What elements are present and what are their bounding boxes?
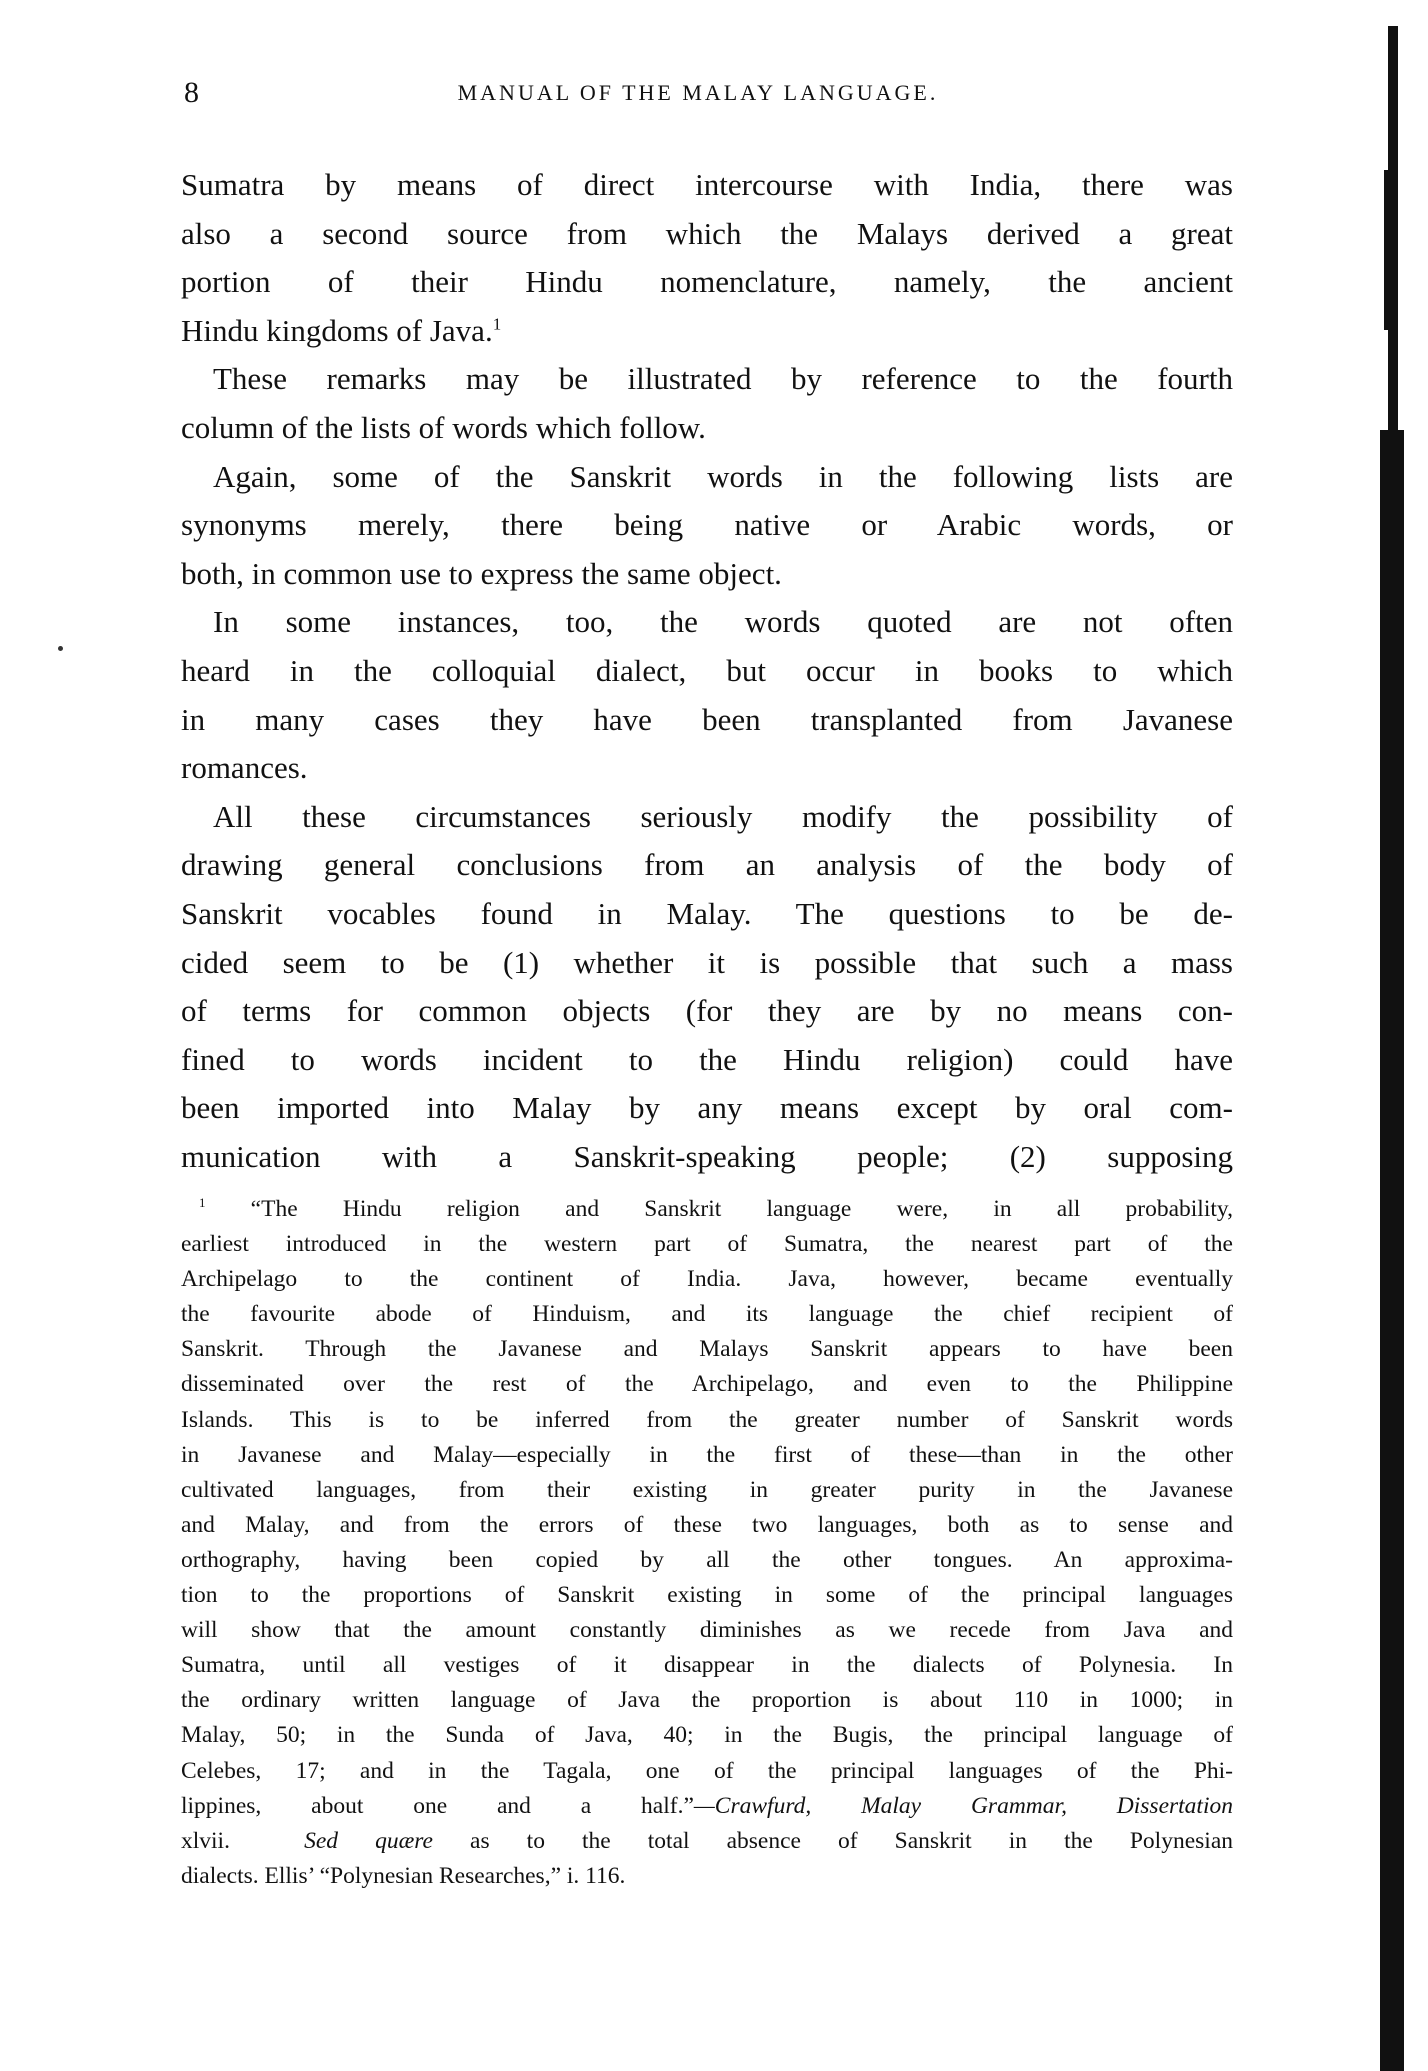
footnote-line: in Javanese and Malay—especially in the first of these—than in the other bbox=[181, 1441, 1233, 1468]
footnote-line: earliest introduced in the western part of Sumatra, the nearest part of the bbox=[181, 1231, 1233, 1258]
running-title: MANUAL OF THE MALAY LANGUAGE. bbox=[457, 80, 939, 105]
body-line: heard in the colloquial dialect, but occur in books to which bbox=[181, 652, 1233, 688]
body-line: Hindu kingdoms of Java.$^1$ bbox=[181, 312, 502, 348]
footnote bbox=[181, 1192, 1233, 1894]
body-line: both, in common use to express the same object. bbox=[181, 555, 782, 591]
footnote-line: the ordinary written language of Java the proportion is about 110 in 1000; in bbox=[181, 1687, 1233, 1714]
footnote-line: and Malay, and from the errors of these two languages, both as to sense and bbox=[181, 1511, 1233, 1538]
body-line: of terms for common objects (for they are by no means con- bbox=[181, 993, 1233, 1029]
footnote-line: Celebes, 17; and in the Tagala, one of the principal languages of the Phi- bbox=[181, 1757, 1233, 1784]
footnote-line: lippines, about one and a half.”—Crawfurd, Malay Grammar, Dissertation bbox=[181, 1792, 1233, 1819]
footnote-line: Sumatra, until all vestiges of it disappear in the dialects of Polynesia. In bbox=[181, 1652, 1233, 1679]
body-line: These remarks may be illustrated by reference to the fourth bbox=[213, 361, 1233, 397]
body-line: Again, some of the Sanskrit words in the following lists are bbox=[213, 458, 1233, 494]
body-line: In some instances, too, the words quoted are not often bbox=[213, 604, 1233, 640]
body-line: in many cases they have been transplanted from Javanese bbox=[181, 701, 1233, 737]
body-line: All these circumstances seriously modify the possibility of bbox=[213, 798, 1233, 834]
footnote-line: Sanskrit. Through the Javanese and Malays Sanskrit appears to have been bbox=[181, 1336, 1233, 1363]
footnote-line: xlvii. Sed quære as to the total absence of Sanskrit in the Polynesian bbox=[181, 1827, 1233, 1854]
footnote-line: Malay, 50; in the Sunda of Java, 40; in the Bugis, the principal language of bbox=[181, 1722, 1233, 1749]
citation: —Crawfurd, Malay Grammar, Dissertation bbox=[693, 1792, 1233, 1819]
footnote-line: tion to the proportions of Sanskrit existing in some of the principal languages bbox=[181, 1582, 1233, 1609]
footnote-line: disseminated over the rest of the Archipelago, and even to the Philippine bbox=[181, 1371, 1233, 1398]
footnote-line: Islands. This is to be inferred from the greater number of Sanskrit words bbox=[181, 1406, 1233, 1433]
body-line: Sumatra by means of direct intercourse with India, there was bbox=[181, 167, 1233, 202]
body-line: drawing general conclusions from an analysis of the body of bbox=[181, 847, 1233, 883]
footnote-reference[interactable]: 1 bbox=[492, 314, 502, 334]
footnote-line: orthography, having been copied by all the other tongues. An approxima- bbox=[181, 1546, 1233, 1573]
page-edge-shadow bbox=[1380, 430, 1404, 2071]
body-line: portion of their Hindu nomenclature, namely, the ancient bbox=[181, 264, 1233, 300]
footnote-line: $^1$ “The Hindu religion and Sanskrit language were, in all probability, bbox=[199, 1195, 1233, 1222]
footnote-line: cultivated languages, from their existing in greater purity in the Javanese bbox=[181, 1476, 1233, 1503]
footnote-marker: 1 bbox=[199, 1195, 206, 1211]
body-text bbox=[181, 161, 1233, 1181]
body-line: synonyms merely, there being native or Arabic words, or bbox=[181, 507, 1233, 543]
body-line: Sanskrit vocables found in Malay. The questions to be de- bbox=[181, 895, 1233, 931]
scan-speck bbox=[58, 646, 63, 651]
body-line: fined to words incident to the Hindu religion) could have bbox=[181, 1041, 1233, 1077]
footnote-line: will show that the amount constantly diminishes as we recede from Java and bbox=[181, 1617, 1233, 1644]
body-line: column of the lists of words which follow. bbox=[181, 409, 706, 445]
page-edge-shadow bbox=[1384, 170, 1398, 330]
footnote-line: Archipelago to the continent of India. Java, however, became eventually bbox=[181, 1266, 1233, 1293]
body-line: romances. bbox=[181, 750, 308, 786]
footnote-line: the favourite abode of Hinduism, and its language the chief recipient of bbox=[181, 1301, 1233, 1328]
body-line: also a second source from which the Malays derived a great bbox=[181, 215, 1233, 251]
body-line: cided seem to be (1) whether it is possible that such a mass bbox=[181, 944, 1233, 980]
footnote-line: dialects. Ellis’ “Polynesian Researches,” i. 116. bbox=[181, 1862, 626, 1889]
page-number: 8 bbox=[184, 76, 199, 109]
body-line: munication with a Sanskrit-speaking people; (2) supposing bbox=[181, 1138, 1233, 1174]
body-line: been imported into Malay by any means except by oral com- bbox=[181, 1090, 1233, 1126]
